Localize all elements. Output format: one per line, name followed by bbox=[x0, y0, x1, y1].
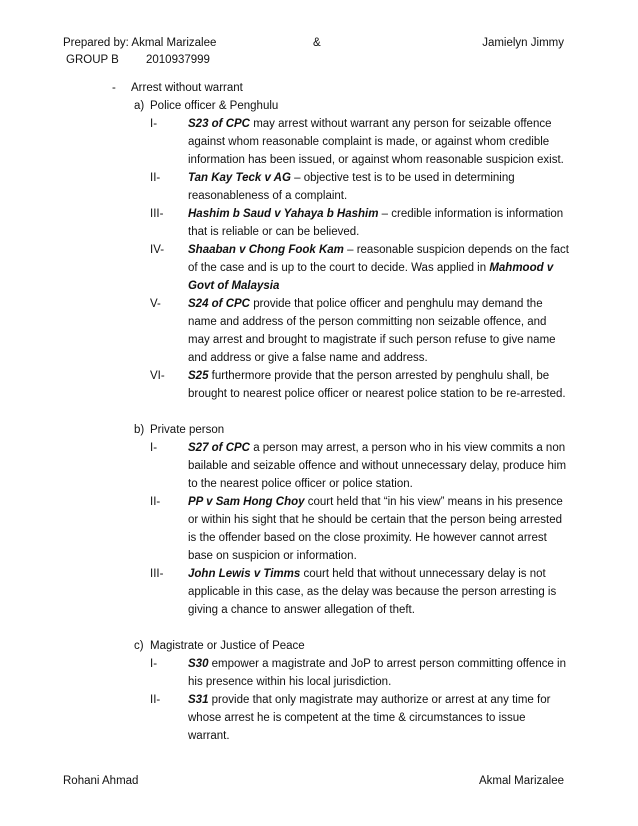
case-citation-secondary: Mahmood v Govt of Malaysia bbox=[188, 262, 554, 292]
prepared-by: Prepared by: Akmal Marizalee bbox=[63, 37, 217, 49]
item-number: III- bbox=[150, 568, 164, 580]
item-text: furthermore provide that the person arrested by penghulu shall, be brought to nearest police officer or nearest police station to be re-arrested. bbox=[188, 370, 566, 400]
list-item bbox=[150, 439, 570, 493]
item-number: I- bbox=[150, 658, 158, 670]
case-citation: S25 bbox=[188, 370, 209, 382]
list-item bbox=[150, 169, 570, 205]
page-header bbox=[63, 34, 564, 70]
item-text: empower a magistrate and JoP to arrest person committing offence in his presence within his local jurisdiction. bbox=[188, 658, 567, 688]
list-item bbox=[150, 691, 570, 745]
topic-bullet: - bbox=[112, 82, 116, 94]
case-citation: Tan Kay Teck v AG bbox=[188, 172, 291, 184]
item-text: may arrest without warrant any person for seizable offence against whom reasonable complaint is made, or against whom credible information has been issued, or against whom reasonable suspicion exist. bbox=[188, 118, 564, 166]
section-heading bbox=[134, 637, 638, 655]
ampersand: & bbox=[313, 37, 321, 49]
item-text: provide that police officer and penghulu may demand the name and address of the person committing non seizable offence, and may arrest and brought to magistrate if such person refuse to give name and address or give a false name and address. bbox=[188, 298, 556, 364]
item-text: – reasonable suspicion depends on the fact of the case and is up to the court to decide. Was applied in bbox=[188, 244, 569, 274]
case-citation: Shaaban v Chong Fook Kam bbox=[188, 244, 344, 256]
item-number: I- bbox=[150, 442, 158, 454]
page-footer bbox=[63, 772, 564, 790]
case-citation: Hashim b Saud v Yahaya b Hashim bbox=[188, 208, 379, 220]
list-item bbox=[150, 115, 570, 169]
item-number: IV- bbox=[150, 244, 165, 256]
case-citation: S24 of CPC bbox=[188, 298, 250, 310]
document-body bbox=[0, 79, 638, 745]
group-number: 2010937999 bbox=[146, 54, 210, 66]
case-citation: S27 of CPC bbox=[188, 442, 250, 454]
item-number: II- bbox=[150, 496, 161, 508]
item-text: a person may arrest, a person who in his view commits a non bailable and seizable offence and without unnecessary delay, produce him to the nearest police officer or police station. bbox=[188, 442, 567, 490]
list-item bbox=[150, 241, 570, 295]
item-number: III- bbox=[150, 208, 164, 220]
item-text: – objective test is to be used in determining reasonableness of a complaint. bbox=[188, 172, 515, 202]
item-text: provide that only magistrate may authorize or arrest at any time for whose arrest he is competent at the time & circumstances to issue warrant. bbox=[188, 694, 551, 742]
case-citation: S30 bbox=[188, 658, 209, 670]
list-item bbox=[150, 295, 570, 367]
item-number: II- bbox=[150, 694, 161, 706]
list-item bbox=[150, 493, 570, 565]
list-item bbox=[150, 205, 570, 241]
section-marker: a) bbox=[134, 100, 145, 112]
item-number: II- bbox=[150, 172, 161, 184]
section-title: Private person bbox=[150, 424, 225, 436]
list-item bbox=[150, 565, 570, 619]
case-citation: John Lewis v Timms bbox=[188, 568, 301, 580]
item-text: court held that without unnecessary delay is not applicable in this case, as the delay was because the person arresting is giving a chance to answer allegation of theft. bbox=[188, 568, 557, 616]
section-marker: c) bbox=[134, 640, 144, 652]
section-heading bbox=[134, 97, 638, 115]
topic-line bbox=[112, 79, 638, 97]
item-text: – credible information is information that is reliable or can be believed. bbox=[188, 208, 564, 238]
section-marker: b) bbox=[134, 424, 145, 436]
list-item bbox=[150, 655, 570, 691]
coauthor: Jamielyn Jimmy bbox=[482, 37, 564, 49]
footer-left: Rohani Ahmad bbox=[63, 775, 139, 787]
item-number: V- bbox=[150, 298, 161, 310]
section-heading bbox=[134, 421, 638, 439]
case-citation: S31 bbox=[188, 694, 209, 706]
footer-right: Akmal Marizalee bbox=[479, 775, 564, 787]
item-number: I- bbox=[150, 118, 158, 130]
item-text: court held that “in his view” means in his presence or within his sight that he should be certain that the person being arrested is the offender based on the close proximity. He however cannot arrest base on suspicion or information. bbox=[188, 496, 563, 562]
list-item bbox=[150, 367, 570, 403]
case-citation: S23 of CPC bbox=[188, 118, 250, 130]
topic-title: Arrest without warrant bbox=[131, 82, 243, 94]
group-label: GROUP B bbox=[66, 54, 119, 66]
item-number: VI- bbox=[150, 370, 165, 382]
section-title: Police officer & Penghulu bbox=[150, 100, 279, 112]
case-citation: PP v Sam Hong Choy bbox=[188, 496, 305, 508]
section-title: Magistrate or Justice of Peace bbox=[150, 640, 305, 652]
